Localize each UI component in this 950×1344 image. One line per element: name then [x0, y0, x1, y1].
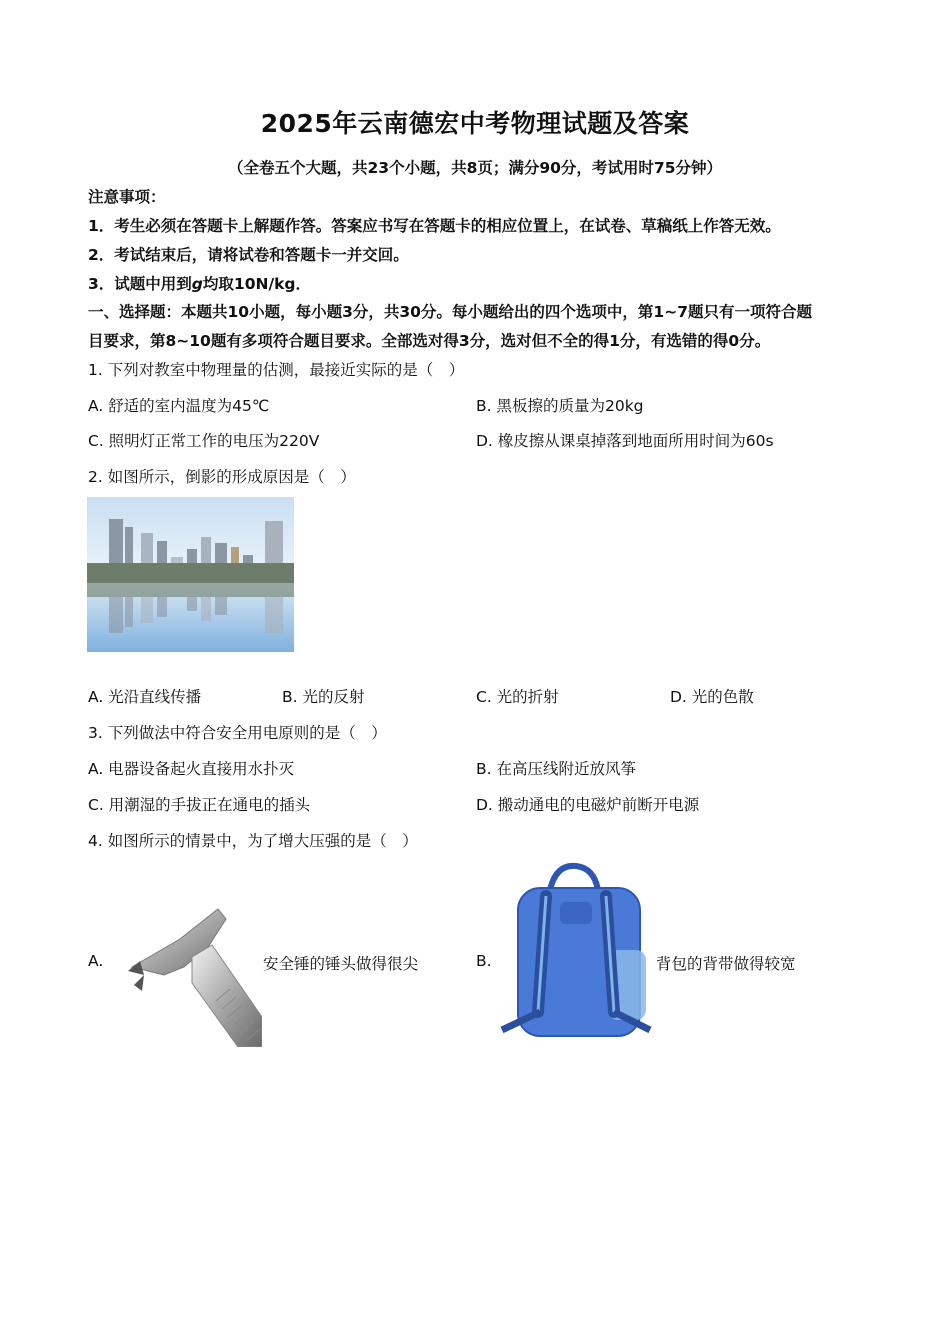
question-2-stem: 2. 如图所示，倒影的形成原因是（ ）: [88, 468, 356, 486]
question-3-option-d: D. 搬动通电的电磁炉前断开电源: [476, 796, 700, 814]
question-1-option-a: A. 舒适的室内温度为45℃: [88, 397, 270, 415]
page-title: 2025年云南德宏中考物理试题及答案: [260, 109, 690, 138]
notes-heading: 注意事项：: [88, 188, 166, 206]
question-2-option-a: A. 光沿直线传播: [88, 688, 202, 706]
city-reflection-image: [87, 497, 294, 652]
section-1-line-1: 一、选择题：本题共10小题，每小题3分，共30分。每小题给出的四个选项中，第1~7题只有一项符合题: [88, 303, 812, 321]
note-item-3-pre: 3．试题中用到: [88, 275, 192, 293]
question-2-option-b: B. 光的反射: [282, 688, 365, 706]
question-1-option-b: B. 黑板擦的质量为20kg: [476, 397, 644, 415]
question-4-caption-b: 背包的背带做得较宽: [656, 955, 796, 973]
question-3-stem: 3. 下列做法中符合安全用电原则的是（ ）: [88, 724, 387, 742]
note-item-1: 1．考生必须在答题卡上解题作答。答案应书写在答题卡的相应位置上，在试卷、草稿纸上作答无效。: [88, 217, 781, 235]
question-1-stem: 1. 下列对教室中物理量的估测，最接近实际的是（ ）: [88, 361, 465, 379]
question-3-option-c: C. 用潮湿的手拔正在通电的插头: [88, 796, 311, 814]
page-subtitle: （全卷五个大题，共23个小题，共8页；满分90分，考试用时75分钟）: [228, 159, 722, 177]
question-1-option-d: D. 橡皮擦从课桌掉落到地面所用时间为60s: [476, 432, 774, 450]
backpack-image: [496, 862, 656, 1046]
question-3-option-a: A. 电器设备起火直接用水扑灭: [88, 760, 295, 778]
question-4-option-b: B.: [476, 952, 492, 970]
question-4-option-a: A.: [88, 952, 104, 970]
note-item-3-post: 均取10N/kg．: [202, 275, 312, 293]
note-item-3-g: g: [191, 275, 203, 293]
question-3-option-b: B. 在高压线附近放风筝: [476, 760, 636, 778]
question-4-stem: 4. 如图所示的情景中，为了增大压强的是（ ）: [88, 832, 418, 850]
safety-hammer-image: [120, 905, 262, 1047]
question-1-option-c: C. 照明灯正常工作的电压为220V: [88, 432, 320, 450]
question-4-caption-a: 安全锤的锤头做得很尖: [263, 955, 419, 973]
section-1-line-2: 目要求，第8~10题有多项符合题目要求。全部选对得3分，选对但不全的得1分，有选错的得0分。: [88, 332, 771, 350]
question-2-option-c: C. 光的折射: [476, 688, 559, 706]
note-item-3: [88, 272, 311, 294]
question-2-option-d: D. 光的色散: [670, 688, 754, 706]
note-item-2: 2．考试结束后，请将试卷和答题卡一并交回。: [88, 246, 409, 264]
